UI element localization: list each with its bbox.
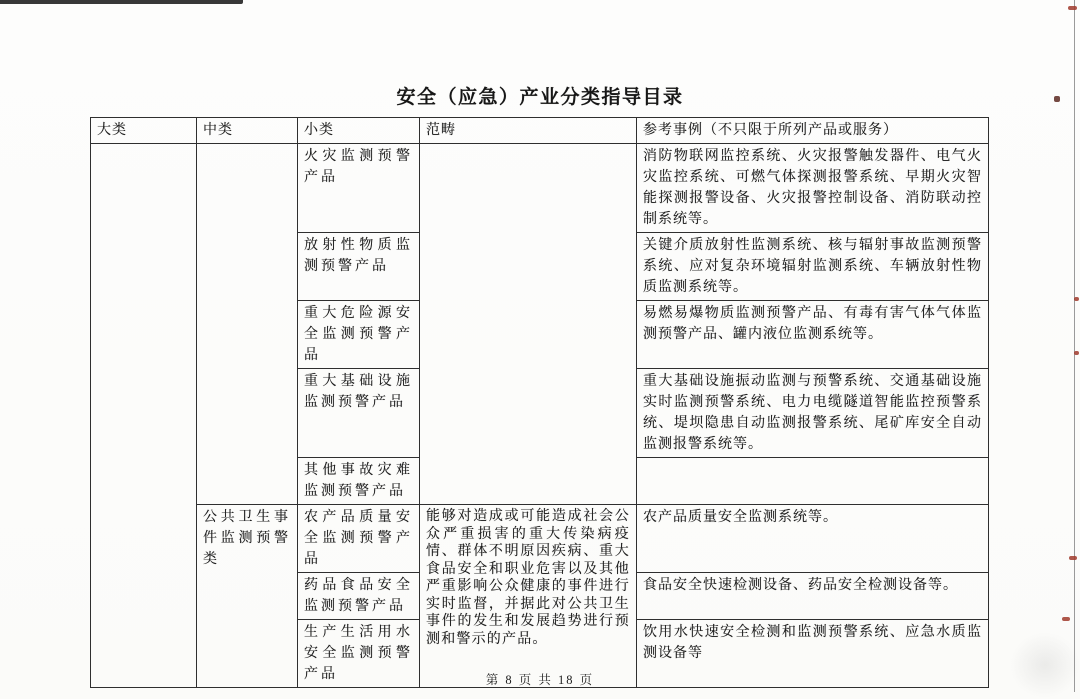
scan-artifact-red-mark [1074,297,1079,301]
cell-small-category: 重大危险源安全监测预警产品 [298,301,420,369]
cell-examples: 饮用水快速安全检测和监测预警系统、应急水质监测设备等 [637,620,989,688]
col-header-small-category: 小类 [298,118,420,144]
cell-examples-empty [637,458,989,505]
cell-examples: 易燃易爆物质监测预警产品、有毒有害气体气体监测预警产品、罐内液位监测系统等。 [637,301,989,369]
cell-small-category: 火灾监测预警产品 [298,144,420,233]
header-row [91,118,989,144]
col-header-examples: 参考事例（不只限于所列产品或服务） [637,118,989,144]
page-title: 安全（应急）产业分类指导目录 [396,87,684,108]
cell-scope: 能够对造成或可能造成社会公众严重损害的重大传染病疫情、群体不明原因疾病、重大食品安全和职业危害以及其他严重影响公众健康的事件进行实时监督，并据此对公共卫生事件的发生和发展趋势进行预测和警示的产品。 [420,505,637,688]
page-footer: 第 8 页 共 18 页 [485,673,595,687]
cell-examples: 农产品质量安全监测系统等。 [637,505,989,573]
cell-small-category: 生产生活用水安全监测预警产品 [298,620,420,688]
cell-examples: 食品安全快速检测设备、药品安全检测设备等。 [637,573,989,620]
cell-examples: 重大基础设施振动监测与预警系统、交通基础设施实时监测预警系统、电力电缆隧道智能监控预警系统、堤坝隐患自动监测报警系统、尾矿库安全自动监测报警系统等。 [637,369,989,458]
scan-artifact-smudge [1010,632,1080,698]
industry-classification-table [90,117,989,688]
cell-examples: 关键介质放射性监测系统、核与辐射事故监测预警系统、应对复杂环境辐射监测系统、车辆放射性物质监测系统等。 [637,233,989,301]
table-row [91,144,989,233]
scan-artifact-red-mark [1062,617,1070,621]
scan-artifact-top-edge [0,0,243,4]
cell-small-category: 农产品质量安全监测预警产品 [298,505,420,573]
table-row [91,505,989,573]
cell-middle-category: 公共卫生事件监测预警类 [197,505,298,688]
cell-small-category: 药品食品安全监测预警产品 [298,573,420,620]
col-header-middle-category: 中类 [197,118,298,144]
scan-artifact-red-mark [1074,351,1079,355]
cell-small-category: 放射性物质监测预警产品 [298,233,420,301]
col-header-major-category: 大类 [91,118,197,144]
cell-small-category: 重大基础设施监测预警产品 [298,369,420,458]
cell-middle-category-empty [197,144,298,505]
cell-scope-empty [420,144,637,505]
cell-examples: 消防物联网监控系统、火灾报警触发器件、电气火灾监控系统、可燃气体探测报警系统、早期火灾智能探测报警设备、火灾报警控制设备、消防联动控制系统等。 [637,144,989,233]
scan-artifact-red-mark [1069,556,1077,560]
cell-major-category-empty [91,144,197,688]
cell-small-category: 其他事故灾难监测预警产品 [298,458,420,505]
scan-artifact-red-mark [1068,6,1077,10]
col-header-scope: 范畴 [420,118,637,144]
